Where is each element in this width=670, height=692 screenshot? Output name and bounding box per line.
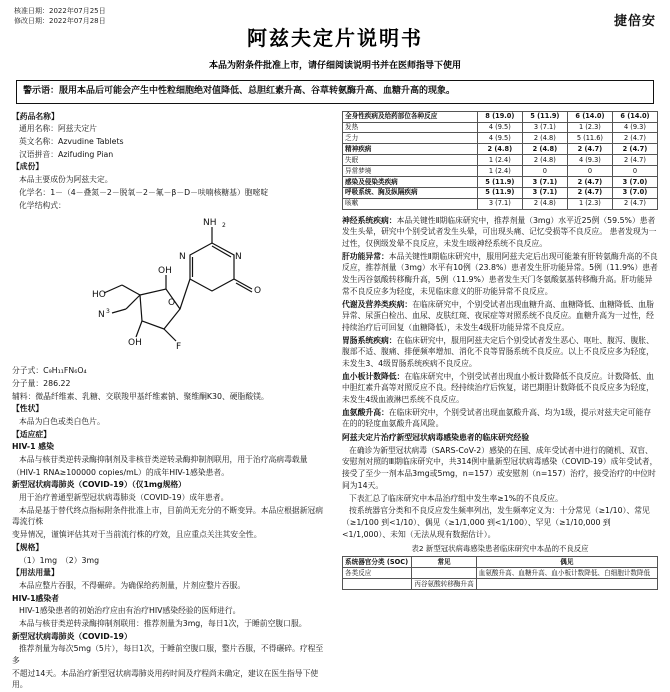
svg-text:OH: OH bbox=[128, 338, 142, 349]
table-cell: 2 (4.7) bbox=[612, 144, 657, 155]
table-cell: 3 (7.0) bbox=[612, 187, 657, 198]
table-cell: 6 (14.0) bbox=[612, 111, 657, 122]
ingredient-main: 本品主要成份为阿兹夫定。 bbox=[19, 175, 113, 185]
appearance-text: 本品为白色或类白色片。 bbox=[19, 416, 105, 426]
table-header-cell: 偶见 bbox=[476, 557, 657, 568]
table-cell: 4 (9.5) bbox=[477, 122, 522, 133]
para-gi-head: 胃肠系统疾病： bbox=[342, 335, 397, 345]
table-cell: 呼吸系统、胸及纵隔疾病 bbox=[343, 187, 478, 198]
para-gi-text: 在临床研究中，服用阿兹夫定后个别受试者发生恶心、呕吐、腹泻、腹胀、腹部不适、腹痛、排便频率增加、消化不良等胃肠系统不良反应。以上不良反应多为轻度，未发生3、4级胃肠系统疾病不良反应。 bbox=[342, 335, 654, 368]
table-cell: 2 (4.7) bbox=[567, 177, 612, 188]
document-meta bbox=[14, 6, 106, 26]
svg-text:NH: NH bbox=[203, 218, 217, 229]
para-metabolism-head: 代谢及营养类疾病： bbox=[342, 299, 413, 309]
para-gi bbox=[342, 335, 658, 370]
table-row bbox=[343, 122, 658, 133]
table-row bbox=[343, 198, 658, 209]
table-cell: 2 (4.8) bbox=[522, 133, 567, 144]
table-row bbox=[343, 579, 658, 590]
table-cell: 异常梦境 bbox=[343, 166, 478, 177]
para-nervous-head: 神经系统疾病： bbox=[342, 215, 397, 225]
svg-text:O: O bbox=[254, 286, 262, 297]
table-cell: 6 (14.0) bbox=[567, 111, 612, 122]
table-cell bbox=[343, 579, 412, 590]
table-cell: 失眠 bbox=[343, 155, 478, 166]
section-indications-title: 【适应症】 bbox=[12, 429, 51, 439]
table-cell: 2 (4.8) bbox=[522, 198, 567, 209]
section-appearance-title: 【性状】 bbox=[12, 404, 44, 414]
section-dosage-title: 【用法用量】 bbox=[12, 568, 59, 578]
english-name: 英文名称：Azvudine Tablets bbox=[19, 137, 124, 147]
section-spec-title: 【规格】 bbox=[12, 542, 44, 552]
adverse-reactions-table-1 bbox=[342, 111, 658, 210]
table-row bbox=[343, 166, 658, 177]
svg-text:N: N bbox=[179, 252, 186, 263]
indication-covid-line3: 变异情况，谨慎评估其对于当前流行株的疗效，且应重点关注其安全性。 bbox=[12, 530, 262, 540]
structure-svg bbox=[40, 213, 290, 363]
table-cell: 0 bbox=[612, 166, 657, 177]
chemical-structure-diagram bbox=[12, 213, 326, 363]
table-row bbox=[343, 187, 658, 198]
svg-text:O: O bbox=[168, 298, 176, 309]
para-liver-head: 肝功能异常： bbox=[342, 251, 389, 261]
dosage-general: 本品应整片吞服，不得碾碎。为确保给药剂量，片剂应整片吞服。 bbox=[19, 580, 246, 590]
revision-date: 修改日期：2022年07月28日 bbox=[14, 17, 106, 26]
table-cell: 3 (7.1) bbox=[477, 198, 522, 209]
table-header-cell: 系统器官分类 (SOC) bbox=[343, 557, 412, 568]
indication-hiv-title: HIV-1 感染 bbox=[12, 442, 54, 452]
table-row bbox=[343, 568, 658, 579]
para-liver bbox=[342, 251, 658, 298]
table-cell bbox=[476, 579, 657, 590]
table-cell: 1 (2.3) bbox=[567, 198, 612, 209]
table-row bbox=[343, 111, 658, 122]
table-cell: 血氨酸升高、血糖升高、血小板计数降低、白细胞计数降低 bbox=[476, 568, 657, 579]
para-platelet bbox=[342, 371, 658, 406]
table-cell: 0 bbox=[522, 166, 567, 177]
table-cell: 0 bbox=[567, 166, 612, 177]
covid-study-title: 阿兹夫定片治疗新型冠状病毒感染患者的临床研究经验 bbox=[342, 433, 530, 443]
svg-text:F: F bbox=[176, 342, 182, 353]
table-cell: 丙谷氨酸转移酶升高 bbox=[412, 579, 476, 590]
section-drug-name-title: 【药品名称】 bbox=[12, 111, 59, 121]
table-cell: 5 (11.9) bbox=[477, 177, 522, 188]
para-platelet-head: 血小板计数降低： bbox=[342, 371, 405, 381]
adverse-reactions-table-2 bbox=[342, 556, 658, 590]
covid-study-text2: 下表汇总了临床研究中本品治疗组中发生率≥1%的不良反应。 bbox=[349, 493, 563, 503]
table-cell: 乏力 bbox=[343, 133, 478, 144]
warning-box: 警示语：服用本品后可能会产生中性粒细胞绝对值降低、总胆红素升高、谷草转氨酶升高、血糖升高的现象。 bbox=[16, 80, 654, 104]
table-cell: 2 (4.8) bbox=[522, 144, 567, 155]
dosage-hiv-line1: HIV-1感染患者的初始治疗应由有治疗HIV感染经验的医师进行。 bbox=[19, 606, 241, 616]
covid-study-frequency: 按系统器官分类和不良反应发生频率列出，发生频率定义为：十分常见（≥1/10）、常见（≥1/100 到<1/10）、偶见（≥1/1,000 到<1/100）、罕见（≥1/10,000 到<1/1,000）、未知（无法从现有数据估计）。 bbox=[342, 506, 650, 539]
table-cell: 2 (4.8) bbox=[477, 144, 522, 155]
table2-caption: 表2 新型冠状病毒感染患者临床研究中本品的不良反应 bbox=[411, 544, 589, 554]
svg-text:OH: OH bbox=[158, 266, 172, 277]
table-cell: 3 (7.0) bbox=[612, 177, 657, 188]
table-cell: 精神疾病 bbox=[343, 144, 478, 155]
pinyin-name: 汉语拼音：Azifuding Pian bbox=[19, 149, 114, 159]
table-row bbox=[343, 133, 658, 144]
svg-text:HO: HO bbox=[92, 290, 106, 301]
svg-text:2: 2 bbox=[222, 222, 226, 230]
para-nervous-text: 本品关键性Ⅱ期临床研究中，推荐剂量（3mg）水平近25例（59.5%）患者发生头晕，研究中个别受试者发生头晕，可出现头痛、记忆受损等不良反应。 患者发现为一过性，仅例级发晕不良反应，未发生I级神经系统不良反应。 bbox=[342, 215, 657, 249]
table-cell: 2 (4.7) bbox=[567, 187, 612, 198]
indication-covid-line1: 用于治疗普通型新型冠状病毒肺炎（COVID-19）成年患者。 bbox=[19, 493, 229, 503]
page-title: 阿兹夫定片说明书 bbox=[247, 26, 423, 50]
dosage-hiv-title: HIV-1感染者 bbox=[12, 593, 59, 603]
table-cell: 1 (2.4) bbox=[477, 155, 522, 166]
svg-text:N: N bbox=[235, 252, 242, 263]
svg-text:3: 3 bbox=[106, 308, 110, 316]
para-metabolism bbox=[342, 299, 658, 334]
table-row bbox=[343, 177, 658, 188]
table-header-cell: 常见 bbox=[412, 557, 476, 568]
dosage-covid-line2: 不超过14天。本品治疗新型冠状病毒肺炎用药时间及疗程尚未确定，建议在医生指导下使用。 bbox=[12, 668, 319, 690]
spec-text: （1）1mg （2）3mg bbox=[19, 555, 100, 565]
table-cell: 5 (11.9) bbox=[477, 187, 522, 198]
indication-hiv-line1: 本品与核苷类逆转录酶抑制剂及非核苷类逆转录酶抑制剂联用，用于治疗高病毒载量 bbox=[19, 455, 308, 464]
table-cell: 1 (2.3) bbox=[567, 122, 612, 133]
table-cell: 2 (4.7) bbox=[612, 155, 657, 166]
indication-hiv-line2: （HIV-1 RNA≥100000 copies/mL）的成年HIV-1感染患者。 bbox=[12, 467, 230, 477]
table-row bbox=[343, 144, 658, 155]
dosage-hiv-line2: 本品与核苷类逆转录酶抑制剂联用：推荐剂量为3mg，每日1次，于睡前空腹口服。 bbox=[19, 618, 307, 628]
para-nervous bbox=[342, 215, 658, 250]
excipients: 辅料：微晶纤维素、乳糖、交联羧甲基纤维素钠、聚维酮K30、硬脂酸镁。 bbox=[12, 391, 269, 401]
para-metabolism-text: 在临床研究中，个别受试者出现血糖升高、血糖降低、血糖降低、血脂异常、尿蛋白检出、血尿、皮肤红斑、夜尿症等对照系统不良反应。血糖升高为一过性，经持续治疗后可回复（血糖降低），未发生4级肝功能异常不良反应。 bbox=[342, 299, 654, 332]
table-cell bbox=[412, 568, 476, 579]
dosage-covid-line1: 推荐剂量为每次5mg（5片），每日1次，于睡前空腹口服，整片吞服，不得碾碎。疗程至多 bbox=[12, 644, 324, 665]
structure-label: 化学结构式： bbox=[19, 200, 66, 210]
molecular-weight: 分子量：286.22 bbox=[12, 378, 71, 388]
table-cell: 3 (7.1) bbox=[522, 122, 567, 133]
table-cell: 5 (11.9) bbox=[522, 111, 567, 122]
molecular-formula: 分子式：C₉H₁₁FN₆O₄ bbox=[12, 366, 87, 376]
right-column bbox=[340, 111, 658, 692]
page-subtitle: 本品为附条件批准上市，请仔细阅读说明书并在医师指导下使用 bbox=[208, 61, 461, 71]
dosage-covid-title: 新型冠状病毒肺炎（COVID-19） bbox=[12, 631, 132, 641]
generic-name: 通用名称：阿兹夫定片 bbox=[19, 124, 97, 134]
table-cell: 全身性疾病及给药部位各种反应 bbox=[343, 111, 478, 122]
approval-date: 核准日期：2022年07月25日 bbox=[14, 7, 106, 15]
table-cell: 3 (7.1) bbox=[522, 177, 567, 188]
para-ammonia bbox=[342, 407, 658, 430]
content-columns bbox=[12, 111, 658, 692]
para-ammonia-text: 在临床研究中，个别受试者出现血氨酸升高、均为1级，提示对兹夫定可能存在的的轻度血氨酸升高风险。 bbox=[342, 407, 652, 429]
table-cell: 2 (4.7) bbox=[612, 133, 657, 144]
indication-covid-line2: 本品是基于替代终点指标附条件批准上市，目前尚无充分的不断变异。本品应根据新冠病毒流行株 bbox=[12, 505, 324, 527]
table-cell: 2 (4.7) bbox=[612, 198, 657, 209]
table-cell: 咳嗽 bbox=[343, 198, 478, 209]
covid-study-text: 在确诊为新型冠状病毒（SARS-CoV-2）感染的在国、成年受试者中进行的随机、双盲、安慰剂对照的Ⅲ期临床研究中，共314例中量新型冠状病毒感染（COVID-19）成年受试者，接受了至少一剂本品3mg或5mg，n=157）或安慰剂（n=157）治疗，接受治疗的中位时间为14天。 bbox=[342, 445, 658, 490]
table-cell: 发热 bbox=[343, 122, 478, 133]
table-cell: 5 (11.6) bbox=[567, 133, 612, 144]
table-cell: 4 (9.3) bbox=[612, 122, 657, 133]
table-cell: 感染及侵染类疾病 bbox=[343, 177, 478, 188]
table-cell: 1 (2.4) bbox=[477, 166, 522, 177]
table-cell: 各类反应 bbox=[343, 568, 412, 579]
section-ingredients-title: 【成份】 bbox=[12, 162, 44, 172]
para-platelet-text: 在临床研究中，个别受试者出现血小板计数降低不良反应。计数降低、血中胆红素升高等对照反应不良。经持续治疗后恢复，诺巴期胆计数降低不良反应多为轻度，未发生4级血液淋巴系统不良反应。 bbox=[342, 371, 654, 405]
table-cell: 8 (19.0) bbox=[477, 111, 522, 122]
chemical-name: 化学名：1－（4－叠氮－2－脱氧－2－氟－β－D－呋喃核糖基）胞嘧啶 bbox=[19, 187, 269, 197]
para-liver-text: 本品关键性Ⅱ期临床研究中，服用阿兹夫定后出现可能兼有肝转氨酶升高的不良反应，推荐剂量（3mg）水平有10例（23.8%）患者发生肝功能异常。5例（11.9%）患者发生丙谷氨酸转移酶升高，5例（11.9%）患者发生天门冬氨酸氨基转移酶升高。肝功能异常不良反应多为轻度，未见临床意义的肝功能异常不良反应。 bbox=[342, 251, 658, 296]
table-row bbox=[343, 557, 658, 568]
left-column bbox=[12, 111, 330, 692]
para-ammonia-head: 血氨酸升高： bbox=[342, 407, 389, 417]
table-cell: 4 (9.5) bbox=[477, 133, 522, 144]
svg-text:N: N bbox=[98, 310, 105, 321]
table-cell: 3 (7.1) bbox=[522, 187, 567, 198]
indication-covid-title: 新型冠状病毒肺炎（COVID-19）（仅1mg规格） bbox=[12, 480, 186, 490]
table-cell: 4 (9.3) bbox=[567, 155, 612, 166]
table-cell: 2 (4.8) bbox=[522, 155, 567, 166]
table-row bbox=[343, 155, 658, 166]
table-cell: 2 (4.7) bbox=[567, 144, 612, 155]
brand-logo: 捷倍安 bbox=[613, 14, 656, 29]
